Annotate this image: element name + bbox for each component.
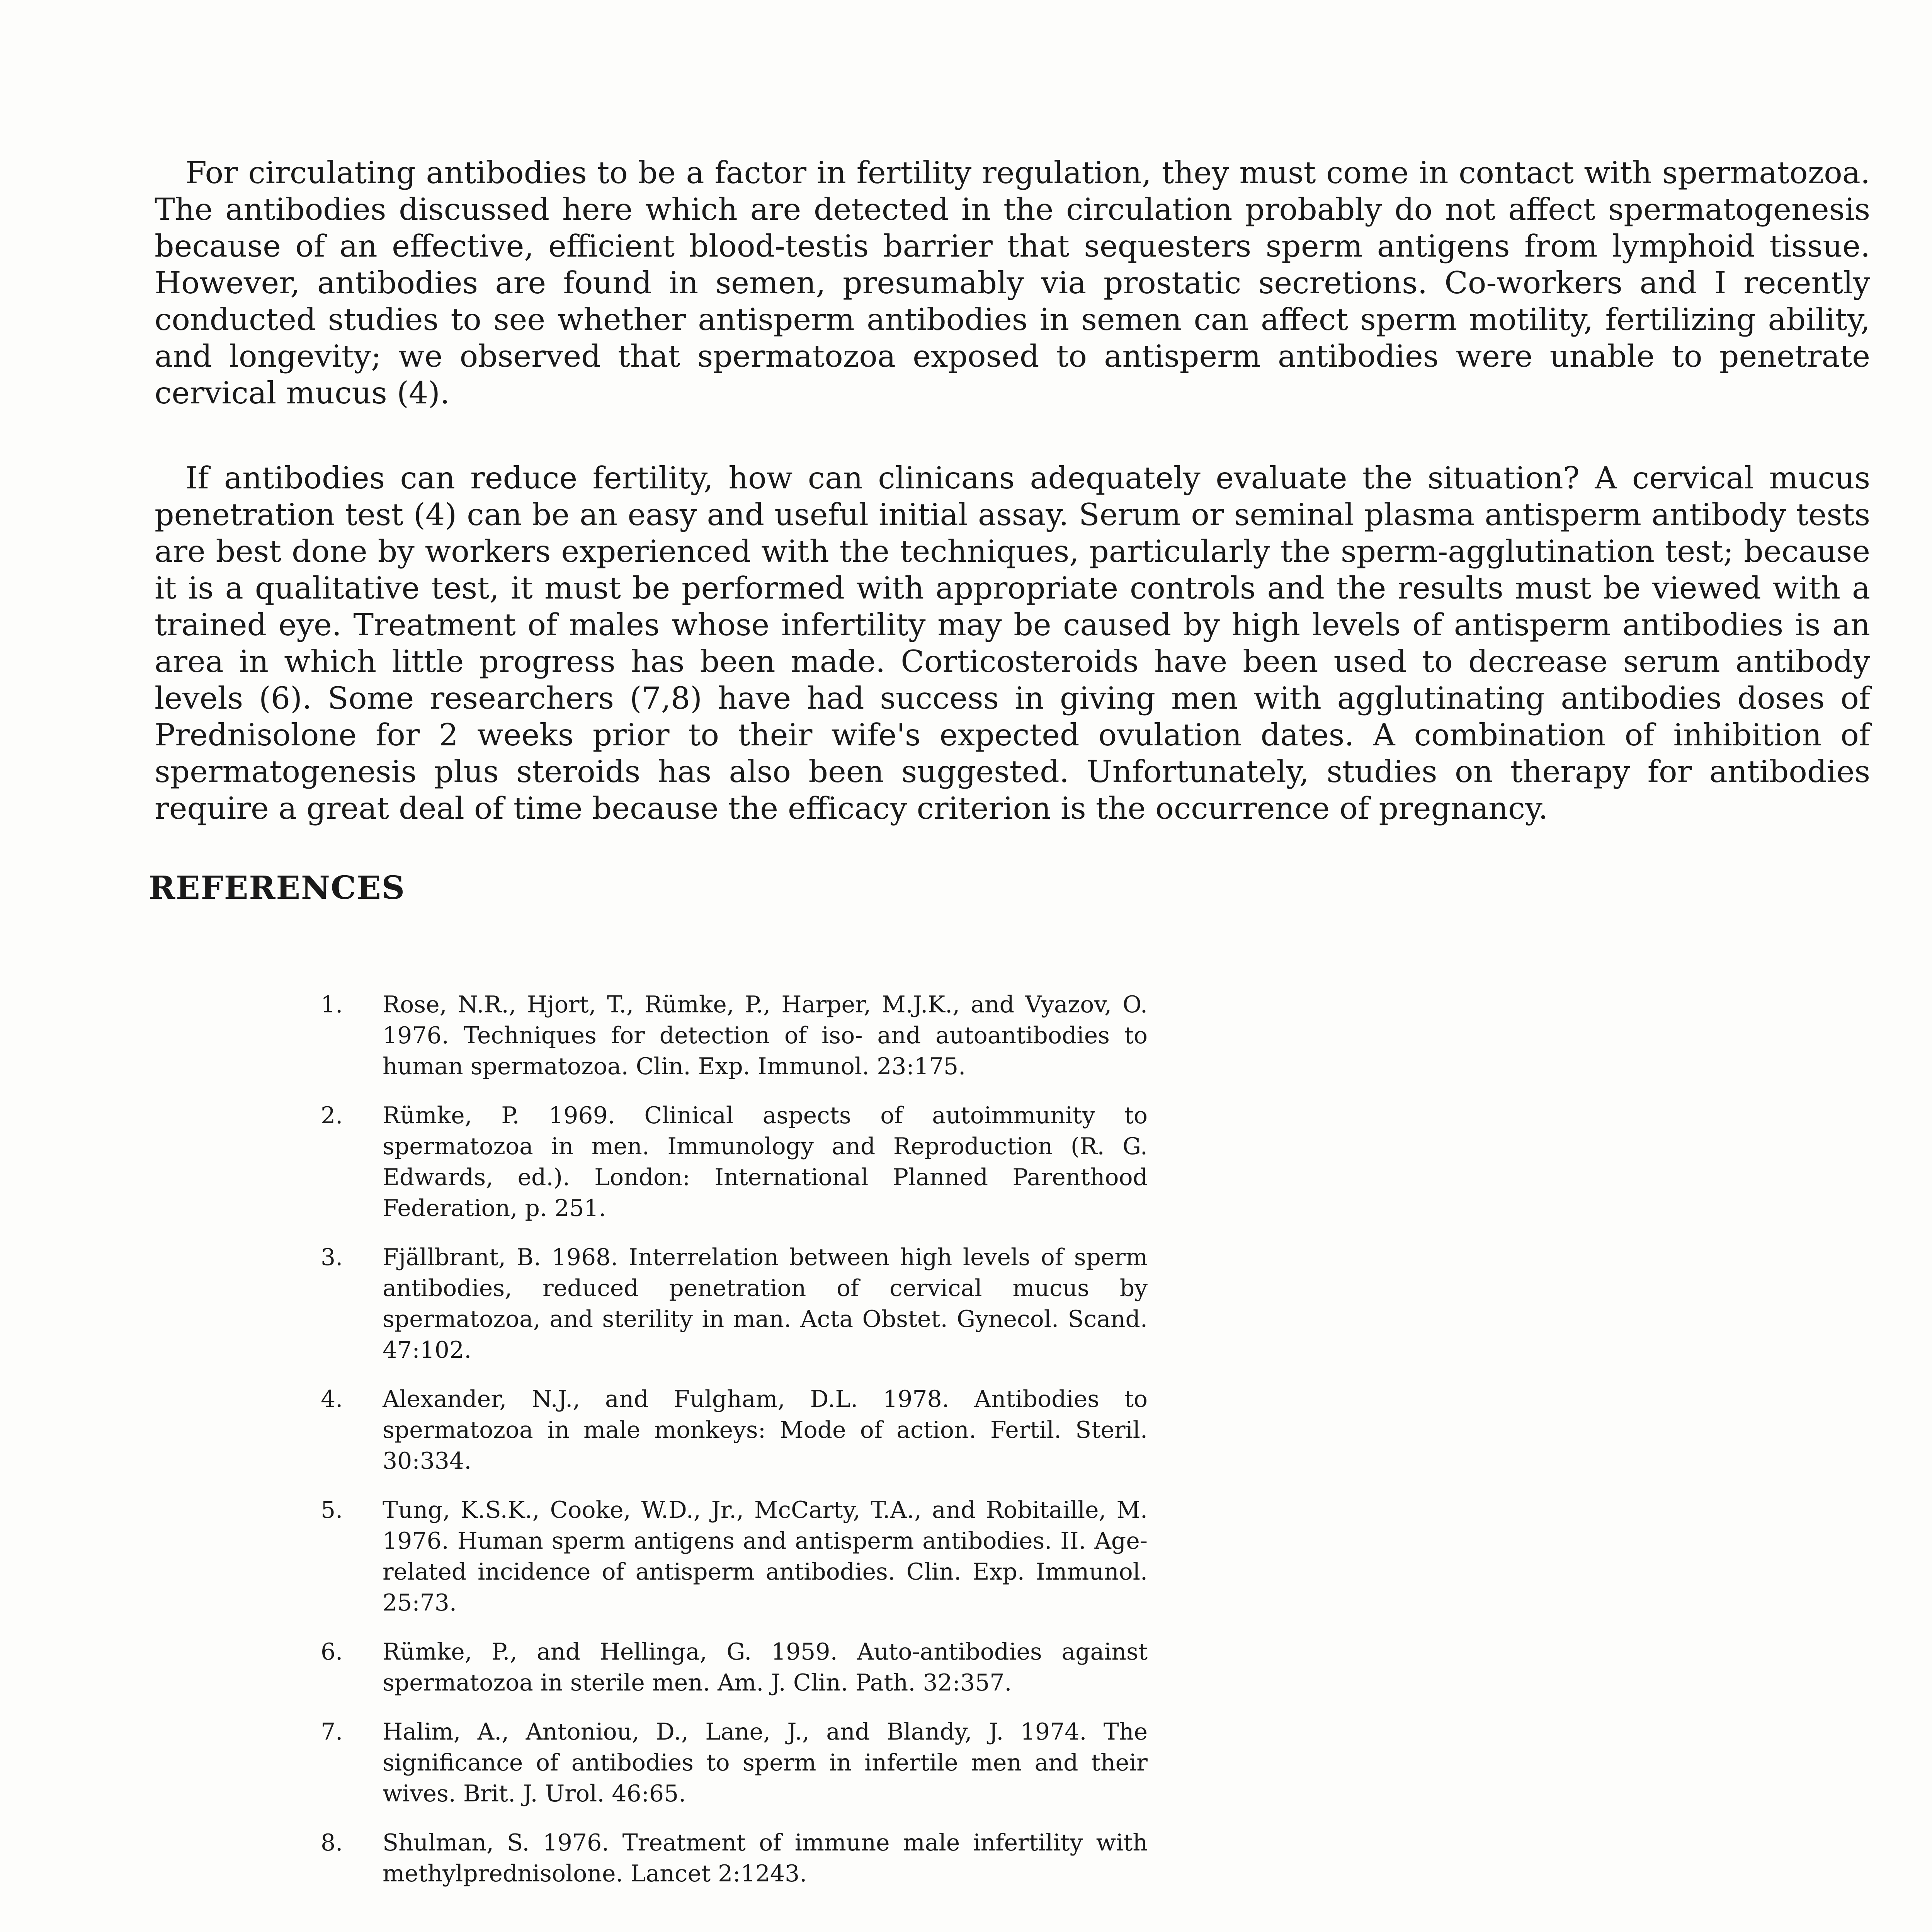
reference-number: 6. xyxy=(321,1638,343,1665)
reference-number: 5. xyxy=(321,1497,343,1524)
reference-number: 2. xyxy=(321,1102,343,1129)
references-list xyxy=(321,989,1148,1907)
reference-number: 3. xyxy=(321,1244,343,1271)
reference-item-2 xyxy=(321,1100,1148,1224)
reference-number: 4. xyxy=(321,1386,343,1413)
reference-text: Rümke, P. 1969. Clinical aspects of autoimmunity to spermatozoa in men. Immunology and Reproduction (R. G. Edwards, ed.). London: International Planned Parenthood Federation, p. 251. xyxy=(383,1102,1148,1222)
reference-text: Tung, K.S.K., Cooke, W.D., Jr., McCarty, T.A., and Robitaille, M. 1976. Human sperm antigens and antisperm antibodies. II. Age-related incidence of antisperm antibodies. Clin. Exp. Immunol. 25:73. xyxy=(383,1497,1148,1616)
reference-number: 1. xyxy=(321,991,343,1018)
references-heading: REFERENCES xyxy=(149,869,405,906)
reference-number: 8. xyxy=(321,1829,343,1856)
reference-item-1 xyxy=(321,989,1148,1082)
reference-text: Rose, N.R., Hjort, T., Rümke, P., Harper, M.J.K., and Vyazov, O. 1976. Techniques for detection of iso- and autoantibodies to human spermatozoa. Clin. Exp. Immunol. 23:175. xyxy=(383,991,1148,1080)
reference-item-8 xyxy=(321,1827,1148,1889)
reference-number: 7. xyxy=(321,1718,343,1745)
reference-text: Fjällbrant, B. 1968. Interrelation between high levels of sperm antibodies, reduced penetration of cervical mucus by spermatozoa, and sterility in man. Acta Obstet. Gynecol. Scand. 47:102. xyxy=(383,1244,1148,1364)
body-paragraph-1: For circulating antibodies to be a factor in fertility regulation, they must come in contact with spermatozoa. The antibodies discussed here which are detected in the circulation probably do not affect spermatogenesis because of an effective, efficient blood-testis barrier that sequesters sperm antigens from lymphoid tissue. However, antibodies are found in semen, presumably via prostatic secretions. Co-workers and I recently conducted studies to see whether antisperm antibodies in semen can affect sperm motility, fertilizing ability, and longevity; we observed that spermatozoa exposed to antisperm antibodies were unable to penetrate cervical mucus (4). xyxy=(155,155,1870,411)
reference-text: Rümke, P., and Hellinga, G. 1959. Auto-antibodies against spermatozoa in sterile men. Am. J. Clin. Path. 32:357. xyxy=(383,1638,1148,1696)
reference-text: Shulman, S. 1976. Treatment of immune male infertility with methylprednisolone. Lancet 2:1243. xyxy=(383,1829,1148,1887)
reference-item-4 xyxy=(321,1384,1148,1476)
reference-item-6 xyxy=(321,1636,1148,1698)
reference-item-5 xyxy=(321,1495,1148,1618)
reference-text: Alexander, N.J., and Fulgham, D.L. 1978. Antibodies to spermatozoa in male monkeys: Mode of action. Fertil. Steril. 30:334. xyxy=(383,1386,1148,1475)
body-paragraph-2: If antibodies can reduce fertility, how can clinicans adequately evaluate the situation? A cervical mucus penetration test (4) can be an easy and useful initial assay. Serum or seminal plasma antisperm antibody tests are best done by workers experienced with the techniques, particularly the sperm-agglutination test; because it is a qualitative test, it must be performed with appropriate controls and the results must be viewed with a trained eye. Treatment of males whose infertility may be caused by high levels of antisperm antibodies is an area in which little progress has been made. Corticosteroids have been used to decrease serum antibody levels (6). Some researchers (7,8) have had success in giving men with agglutinating antibodies doses of Prednisolone for 2 weeks prior to their wife's expected ovulation dates. A combination of inhibition of spermatogenesis plus steroids has also been suggested. Unfortunately, studies on therapy for antibodies require a great deal of time because the efficacy criterion is the occurrence of pregnancy. xyxy=(155,460,1870,826)
reference-text: Halim, A., Antoniou, D., Lane, J., and Blandy, J. 1974. The significance of antibodies to sperm in infertile men and their wives. Brit. J. Urol. 46:65. xyxy=(383,1718,1148,1807)
reference-item-7 xyxy=(321,1716,1148,1809)
reference-item-3 xyxy=(321,1242,1148,1366)
